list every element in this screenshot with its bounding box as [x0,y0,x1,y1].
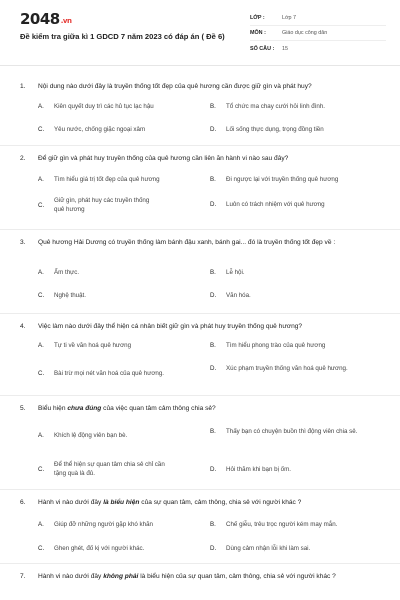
option-letter: C. [38,545,45,552]
option-letter: C. [38,126,45,133]
question-text-part: Hành vi nào dưới đây [38,499,104,506]
option-letter: D. [210,365,217,372]
option-letter: C. [38,370,45,377]
option-d[interactable] [210,465,370,474]
option-text: Tự ti về văn hoá quê hương [54,342,132,349]
option-b[interactable] [210,341,370,350]
option-letter: B. [210,428,216,435]
meta-row-class [250,11,386,26]
document-title: Đề kiểm tra giữa kì 1 GDCD 7 năm 2023 có đáp án ( Đề 6) [20,32,225,41]
option-letter: D. [210,545,217,552]
option-text: Tìm hiểu phong trào của quê hương [226,342,326,349]
option-text: Kiên quyết duy trì các hủ tục lạc hậu [54,103,154,110]
option-letter: A. [38,521,44,528]
question-text [38,404,380,414]
option-d[interactable] [210,544,370,553]
option-c[interactable] [38,544,188,553]
option-b[interactable] [210,102,370,111]
question-number: 4. [20,323,26,330]
option-text: Để thể hiện sự quan tâm chia sẻ chỉ cần tặng quà là đủ. [54,461,165,477]
question-number: 6. [20,499,26,506]
option-letter: B. [210,176,216,183]
site-logo[interactable] [20,10,71,28]
meta-key: LỚP : [250,15,265,21]
question-4 [0,314,400,396]
option-text: Nghệ thuật. [54,292,86,299]
option-letter: D. [210,466,217,473]
meta-row-count [250,41,386,56]
meta-value: 15 [282,45,288,52]
question-emphasis: chưa đúng [67,405,102,412]
question-text [38,498,380,508]
option-text: Tổ chức ma chay cưới hỏi linh đình. [226,103,326,110]
option-c[interactable] [38,196,160,214]
logo-domain: .vn [60,17,72,25]
question-text-part: Biểu hiện [38,405,68,412]
question-5 [0,396,400,490]
option-a[interactable] [38,175,188,184]
option-text: Giữ gìn, phát huy các truyền thống quê hương [54,197,150,213]
question-number: 3. [20,239,26,246]
meta-value: Lớp 7 [282,15,297,21]
option-text: Lối sống thực dụng, trọng đồng tiền [226,126,324,133]
option-letter: C. [38,292,45,299]
option-letter: A. [38,269,44,276]
meta-key: SỐ CÂU : [250,45,275,52]
meta-value: Giáo dục công dân [282,30,328,36]
logo-text: 2048 [20,10,60,28]
option-text: Văn hóa. [226,292,251,299]
option-letter: A. [38,176,44,183]
option-a[interactable] [38,520,188,529]
option-text: Khích lệ động viên bạn bè. [54,432,128,439]
question-6 [0,490,400,564]
question-number: 2. [20,155,26,162]
question-text-part: của sự quan tâm, cảm thông, chia sẻ với người khác ? [139,499,302,506]
option-text: Ẩm thực. [54,269,80,276]
option-b[interactable] [210,427,365,436]
question-text-part: Hành vi nào dưới đây [38,573,104,580]
question-emphasis: không phải [103,573,139,580]
option-text: Tìm hiểu giá trị tốt đẹp của quê hương [54,176,160,183]
option-letter: D. [210,292,217,299]
question-text: Để giữ gìn và phát huy truyền thống của quê hương cần liên ăn hành vi nào sau đây? [38,155,289,162]
question-text: Nội dung nào dưới đây là truyền thống tốt đẹp của quê hương cần được giữ gìn và phát huy? [38,83,312,90]
option-letter: C. [38,201,45,209]
question-number: 1. [20,83,26,90]
option-letter: B. [210,103,216,110]
question-3 [0,230,400,314]
question-text: Việc làm nào dưới đây thể hiện cá nhân biết giữ gìn và phát huy truyền thống quê hương? [38,323,303,330]
option-text: Chế giễu, trêu trọc người kém may mắn. [226,521,338,528]
option-letter: D. [210,201,217,208]
document-meta [250,11,386,56]
option-letter: D. [210,126,217,133]
question-7 [0,564,400,600]
question-emphasis: là biểu hiện [103,499,140,506]
option-b[interactable] [210,175,370,184]
option-text: Xúc phạm truyền thống văn hoá quê hương. [226,365,348,372]
option-c[interactable] [38,460,168,478]
option-text: Giúp đỡ những người gặp khó khăn [54,521,153,528]
question-number: 7. [20,573,26,580]
option-letter: A. [38,103,44,110]
option-letter: A. [38,342,44,349]
option-text: Hỏi thăm khi bạn bị ốm. [226,466,291,473]
option-letter: B. [210,269,216,276]
question-text-part: của việc quan tâm cảm thông chia sẻ? [101,405,216,412]
option-text: Đi ngược lại với truyền thống quê hương [226,176,339,183]
question-text [38,572,380,582]
page-header [0,0,400,66]
question-number: 5. [20,405,26,412]
option-a[interactable] [38,102,188,111]
option-d[interactable] [210,125,370,134]
option-a[interactable] [38,431,188,440]
option-letter: A. [38,432,44,439]
question-text-part: là biểu hiện của sự quan tâm, cảm thông, chia sẻ với người khác ? [138,573,336,580]
option-letter: B. [210,342,216,349]
option-letter: B. [210,521,216,528]
option-d[interactable] [210,364,360,373]
option-text: Lễ hội. [226,269,245,276]
option-text: Dùng cảm nhận lỗi khi làm sai. [226,545,311,552]
option-a[interactable] [38,341,188,350]
option-text: Bài trừ mọi nét văn hoá của quê hương. [54,370,165,377]
option-b[interactable] [210,520,370,529]
option-d[interactable] [210,291,370,300]
option-text: Ghen ghét, đố kị với người khác. [54,545,145,552]
option-b[interactable] [210,268,370,277]
option-d[interactable] [210,200,370,209]
question-text: Quê hương Hải Dương có truyền thống làm bánh đậu xanh, bánh gai... đó là truyền thống tốt đẹp về : [38,239,336,246]
option-text: Yêu nước, chống giặc ngoại xâm [54,126,146,133]
option-c[interactable] [38,291,188,300]
question-1 [0,74,400,146]
meta-key: MÔN : [250,30,266,36]
question-2 [0,146,400,230]
option-text: Luôn có trách nhiệm với quê hương [226,201,325,208]
option-c[interactable] [38,125,188,134]
option-c[interactable] [38,369,188,378]
option-letter: C. [38,465,45,473]
meta-row-subject [250,26,386,41]
option-text: Thấy bạn có chuyện buồn thì động viên chia sẻ. [226,428,358,435]
option-a[interactable] [38,268,188,277]
